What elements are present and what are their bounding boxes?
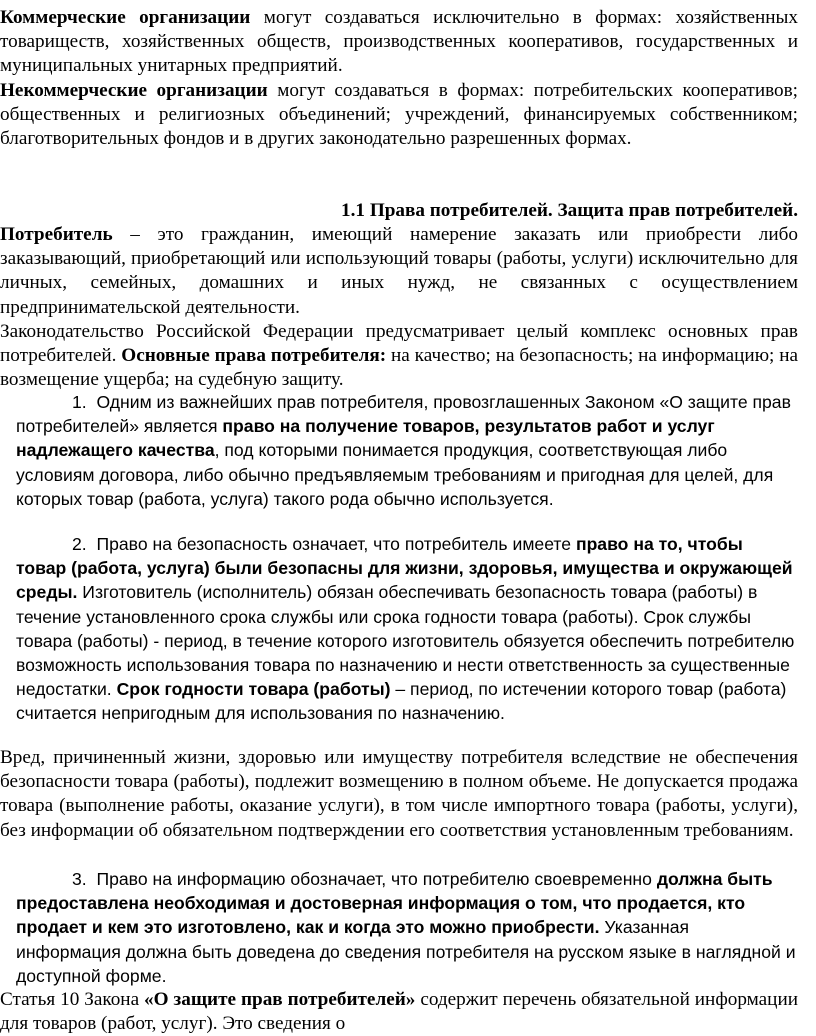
list-item-text: – период, по истечении которого товар (работа) считается непригодным для использования по назначению. bbox=[16, 679, 787, 724]
term-commercial-organizations: Коммерческие организации bbox=[0, 7, 251, 28]
list-item-text: Указанная информация должна быть доведена до сведения потребителя на русском языке в наглядной и доступной форме. bbox=[16, 917, 796, 986]
list-number: 1. bbox=[72, 392, 87, 412]
term-noncommercial-organizations: Некоммерческие организации bbox=[0, 80, 268, 101]
paragraph-text: могут создаваться в формах: потребительских кооперативов; общественных и религиозных объединений; учреждений, финансируемых собственником; благотворительных фондов и в других законодательно разрешенных формах. bbox=[0, 80, 798, 150]
section-title: 1.1 Права потребителей. Защита прав потребителей. bbox=[341, 200, 798, 221]
law-title: «О защите прав потребителей» bbox=[144, 989, 416, 1010]
paragraph-harm-compensation: Вред, причиненный жизни, здоровью или имуществу потребителя вследствие не обеспечения безопасности товара (работы), подлежит возмещению в полном объеме. Не допускается продажа товара (выполнение работы, оказание услуги), в том числе импортного товара (работы, услуги), без информации об обязательном подтверждении его соответствия установленным требованиям. bbox=[0, 747, 798, 841]
list-item-2 bbox=[16, 532, 796, 726]
list-item-text: Право на информацию обозначает, что потребителю своевременно bbox=[96, 869, 657, 889]
list-number: 3. bbox=[72, 869, 87, 889]
list-item-text: , под которыми понимается продукция, соответствующая либо условиям договора, либо обычно предъявляемым требованиям и пригодная для целей, для которых товар (работа, услуга) такого рода обычно используется. bbox=[16, 440, 774, 509]
paragraph-commercial-organizations bbox=[0, 6, 798, 79]
term-expiry-date: Срок годности товара (работы) bbox=[116, 679, 391, 700]
paragraph-article-10 bbox=[0, 988, 798, 1036]
term-safety-right: право на то, чтобы товар (работа, услуга) были безопасны для жизни, здоровья, имущества и окружающей среды. bbox=[16, 534, 793, 603]
term-consumer: Потребитель bbox=[0, 224, 113, 245]
paragraph-text: Статья 10 Закона bbox=[0, 989, 145, 1010]
paragraph-text: на качество; на безопасность; на информацию; на возмещение ущерба; на судебную защиту. bbox=[0, 345, 799, 391]
paragraph-noncommercial-organizations bbox=[0, 79, 798, 152]
term-information-right: должна быть предоставлена необходимая и достоверная информация о том, что продается, кто продает и кем это изготовлено, как и когда это можно приобрести. bbox=[16, 869, 773, 938]
paragraph-text: – это гражданин, имеющий намерение заказать или приобрести либо заказывающий, приобретающий или использующий товары (работы, услуги) исключительно для личных, семейных, домашних и иных нужд, не связанных с осуществлением предпринимательской деятельности. bbox=[0, 224, 798, 318]
term-quality-right: право на получение товаров, результатов работ и услуг надлежащего качества bbox=[16, 416, 715, 461]
list-number: 2. bbox=[72, 534, 87, 554]
paragraph-consumer-definition bbox=[0, 223, 798, 320]
list-item-text: Одним из важнейших прав потребителя, провозглашенных Законом «О защите прав потребителей» является bbox=[16, 392, 791, 437]
list-item-text: Право на безопасность означает, что потребитель имеете bbox=[96, 534, 576, 554]
list-item-text: Изготовитель (исполнитель) обязан обеспечивать безопасность товара (работы) в течение установленного срока службы или срока годности товара (работы). Срок службы товара (работы) - период, в течение которого изготовитель обязуется обеспечить потребителю возможность использования товара по назначению и нести ответственность за существенные недостатки. bbox=[16, 582, 795, 700]
paragraph-text: могут создаваться исключительно в формах: хозяйственных товариществ, хозяйственных обществ, производственных кооперативов, государственных и муниципальных унитарных предприятий. bbox=[0, 7, 798, 77]
paragraph-consumer-rights bbox=[0, 320, 798, 393]
list-item-1 bbox=[16, 390, 796, 511]
paragraph-text: содержит перечень обязательной информации для товаров (работ, услуг). Это сведения о bbox=[0, 989, 798, 1035]
term-basic-rights: Основные права потребителя: bbox=[121, 345, 387, 367]
paragraph-text: Законодательство Российской Федерации предусматривает целый комплекс основных прав потребителей. bbox=[0, 321, 798, 367]
list-item-3 bbox=[16, 867, 796, 988]
